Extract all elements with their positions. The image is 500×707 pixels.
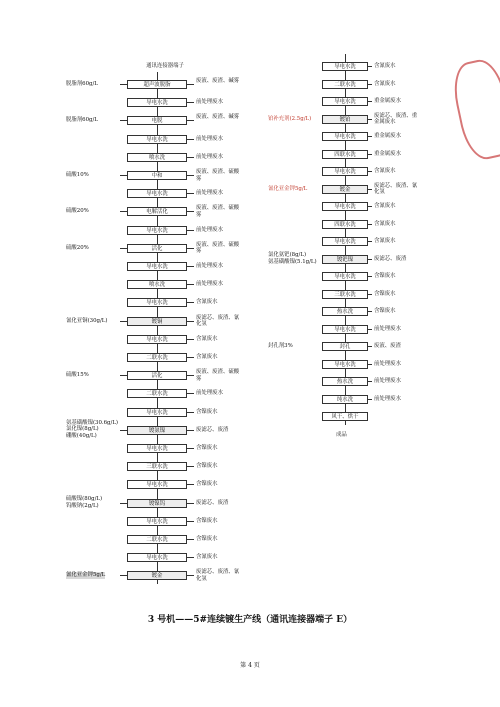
output-arrow: [368, 101, 372, 102]
output-arrow: [368, 224, 372, 225]
input-label: 氰化亚金钾5g/L: [66, 572, 106, 579]
output-arrow: [368, 364, 372, 365]
output-arrow: [187, 157, 194, 158]
process-step: 活化: [127, 244, 187, 253]
process-step: 二联水洗: [322, 80, 368, 89]
process-step: 电解活化: [127, 207, 187, 216]
output-label: 废滤芯、废渣、重金属废水: [374, 112, 418, 125]
seal-stamp: [448, 56, 500, 163]
output-arrow: [368, 276, 372, 277]
output-label: 含镍废水: [374, 290, 396, 297]
process-step: 导电水洗: [127, 553, 187, 562]
output-label: 废滤芯、废渣、氰化氢: [374, 182, 418, 195]
output-arrow: [187, 102, 194, 103]
process-step: 导电水洗: [127, 135, 187, 144]
output-label: 前处理废水: [196, 135, 223, 142]
output-arrow: [187, 430, 194, 431]
input-arrow: [120, 575, 127, 576]
process-step: 二联水洗: [127, 353, 187, 362]
process-step: 导电水洗: [127, 335, 187, 344]
input-label: 硫酸镍(80g/L) 钨酸钠(2g/L): [66, 496, 103, 509]
diagram-caption: 3 号机——5#连续镀生产线（通讯连接器端子 E）: [147, 615, 353, 625]
process-step: 镀金: [322, 185, 368, 194]
input-arrow: [120, 503, 127, 504]
input-label: 硫酸20%: [66, 208, 89, 215]
process-step: 风干、烘干: [322, 412, 368, 421]
output-arrow: [187, 503, 194, 504]
input-label: 铂补充剂(2.5g/L): [268, 115, 312, 122]
output-label: 含氰废水: [196, 335, 218, 342]
input-arrow: [120, 211, 127, 212]
output-label: 含镍废水: [196, 517, 218, 524]
output-arrow: [187, 193, 194, 194]
output-label: 含镍废水: [196, 536, 218, 542]
input-label: 硫酸10%: [66, 172, 89, 178]
output-label: 含氰废水: [374, 203, 396, 209]
process-step: 镀钯镍: [322, 255, 368, 264]
output-arrow: [187, 139, 194, 140]
output-arrow: [187, 521, 194, 522]
output-label: 含氰废水: [374, 168, 396, 174]
process-step: 三联水洗: [127, 462, 187, 471]
output-arrow: [368, 241, 372, 242]
output-label: 废液、废渣、硫酸雾: [196, 369, 240, 382]
process-step: 镀氨镍: [127, 426, 187, 435]
process-step: 导电水洗: [127, 517, 187, 526]
process-step: 二联水洗: [127, 389, 187, 398]
output-label: 含镍废水: [196, 463, 218, 470]
input-label: 封孔剂3%: [268, 343, 293, 349]
process-step: 纯水洗: [322, 395, 368, 404]
output-label: 含氰废水: [374, 220, 396, 227]
output-label: 前处理废水: [374, 360, 401, 367]
process-step: 导电水洗: [127, 189, 187, 198]
output-label: 废液、废渣、碱雾: [196, 114, 240, 121]
output-label: 含镍废水: [374, 308, 396, 314]
output-arrow: [187, 557, 194, 558]
process-step: 喷水洗: [127, 153, 187, 162]
output-label: 前处理废水: [196, 390, 223, 397]
output-arrow: [187, 357, 194, 358]
process-step: 超声波脱脂: [127, 80, 187, 89]
output-label: 废液、废渣、硫酸雾: [196, 169, 240, 182]
process-step: 二联水洗: [127, 535, 187, 544]
output-label: 前处理废水: [196, 263, 223, 269]
header-label: 通讯连接器端子: [127, 62, 203, 71]
output-label: 前处理废水: [374, 325, 401, 332]
output-arrow: [187, 575, 194, 576]
output-label: 前处理废水: [374, 395, 401, 402]
output-arrow: [368, 381, 372, 382]
output-arrow: [187, 211, 194, 212]
output-arrow: [368, 399, 372, 400]
output-arrow: [187, 448, 194, 449]
output-arrow: [368, 294, 372, 295]
output-label: 废滤芯、废渣、氰化氢: [196, 569, 240, 582]
output-arrow: [368, 311, 372, 312]
input-label: 硫酸15%: [66, 372, 89, 379]
process-step: 导电水洗: [127, 226, 187, 235]
input-label: 氰化亚铜(30g/L): [66, 317, 108, 324]
output-arrow: [187, 84, 194, 85]
input-arrow: [120, 430, 127, 431]
page-number: 第 4 页: [240, 662, 260, 669]
process-step: 封孔: [322, 342, 368, 351]
output-label: 废滤芯、废渣、氰化氢: [196, 314, 240, 328]
process-step: 导电水洗: [127, 98, 187, 107]
output-arrow: [187, 284, 194, 285]
output-arrow: [368, 206, 372, 207]
input-label: 硫酸20%: [66, 244, 89, 251]
process-step: 导电水洗: [127, 408, 187, 417]
output-label: 废滤芯、废渣: [374, 255, 407, 262]
process-step: 四联水洗: [322, 150, 368, 159]
output-arrow: [187, 321, 194, 322]
output-arrow: [187, 302, 194, 303]
output-arrow: [368, 329, 372, 330]
process-step: 导电水洗: [322, 272, 368, 281]
output-label: 含镍废水: [196, 408, 218, 415]
output-label: 前处理废水: [374, 378, 401, 384]
output-arrow: [368, 171, 372, 172]
output-arrow: [187, 375, 194, 376]
output-arrow: [368, 119, 372, 120]
output-label: 前处理废水: [196, 190, 223, 197]
output-label: 废液、废渣、硫酸雾: [196, 241, 240, 255]
output-arrow: [187, 539, 194, 540]
output-arrow: [187, 339, 194, 340]
process-step: 镀铜: [127, 317, 187, 326]
output-label: 废液、废渣、碱雾: [196, 78, 240, 84]
process-step: 导电水洗: [127, 298, 187, 307]
output-label: 含氰废水: [196, 299, 218, 306]
process-step: 四联水洗: [322, 220, 368, 229]
input-arrow: [120, 84, 127, 85]
output-label: 废滤芯、废渣: [196, 426, 229, 433]
process-step: 热水洗: [322, 377, 368, 386]
output-arrow: [187, 393, 194, 394]
process-step: 热水洗: [322, 307, 368, 316]
process-step: 导电水洗: [127, 444, 187, 453]
output-label: 前处理废水: [196, 226, 223, 233]
output-arrow: [368, 84, 372, 85]
process-step: 导电水洗: [127, 480, 187, 489]
output-arrow: [368, 259, 372, 260]
output-arrow: [368, 346, 372, 347]
input-label: 脱脂剂60g/L: [66, 117, 98, 124]
output-label: 含镍废水: [374, 273, 396, 279]
output-label: 前处理废水: [196, 99, 223, 106]
output-label: 含氰废水: [196, 354, 218, 360]
input-arrow: [120, 248, 127, 249]
output-arrow: [187, 120, 194, 121]
process-step: 活化: [127, 371, 187, 380]
output-label: 含镍废水: [196, 445, 218, 451]
output-label: 废滤芯、废渣: [196, 499, 229, 506]
output-arrow: [187, 230, 194, 231]
process-step: 镀铂: [322, 115, 368, 124]
output-label: 重金属废水: [374, 133, 401, 139]
input-arrow: [120, 120, 127, 121]
input-label: 氨基磺酸镍(30.6g/L) 氯化镍(8g/L) 硼酸(40g/L): [66, 419, 119, 439]
process-step: 三联水洗: [322, 290, 368, 299]
input-arrow: [120, 321, 127, 322]
process-step: 导电水洗: [322, 97, 368, 106]
process-step: 电脱: [127, 116, 187, 125]
input-label: 脱脂剂60g/L: [66, 81, 98, 87]
output-arrow: [368, 136, 372, 137]
output-arrow: [187, 412, 194, 413]
input-arrow: [120, 175, 127, 176]
product-label: 成品: [336, 432, 347, 438]
input-label: 氰化亚金钾5g/L: [268, 185, 308, 192]
output-arrow: [368, 66, 372, 67]
process-step: 导电水洗: [322, 325, 368, 334]
output-label: 前处理废水: [196, 153, 223, 160]
process-step: 导电水洗: [322, 360, 368, 369]
process-step: 喷水洗: [127, 280, 187, 289]
output-arrow: [187, 248, 194, 249]
input-label: 氯化氨钯(8g/L) 氨基磺酸镍(5.1g/L): [268, 252, 317, 265]
process-step: 镀金: [127, 571, 187, 580]
process-step: 导电水洗: [322, 202, 368, 211]
process-step: 中和: [127, 171, 187, 180]
output-label: 重金属废水: [374, 150, 401, 157]
output-arrow: [187, 466, 194, 467]
output-label: 含氰废水: [374, 238, 396, 244]
process-step: 导电水洗: [322, 237, 368, 246]
process-step: 导电水洗: [322, 62, 368, 71]
output-arrow: [187, 484, 194, 485]
process-step: 导电水洗: [127, 262, 187, 271]
process-step: 导电水洗: [322, 167, 368, 176]
output-arrow: [187, 175, 194, 176]
output-label: 废液、废渣、硫酸雾: [196, 205, 240, 218]
output-label: 含氰废水: [374, 63, 396, 69]
output-label: 含氰废水: [196, 554, 218, 561]
output-arrow: [187, 266, 194, 267]
output-arrow: [368, 154, 372, 155]
output-label: 前处理废水: [196, 281, 223, 288]
output-arrow: [368, 189, 372, 190]
output-label: 含氰废水: [374, 80, 396, 87]
output-label: 废液、废渣: [374, 343, 401, 349]
output-label: 含镍废水: [196, 481, 218, 488]
input-arrow: [120, 375, 127, 376]
process-step: 导电水洗: [322, 132, 368, 141]
output-label: 重金属废水: [374, 98, 401, 104]
process-step: 镀镍钨: [127, 499, 187, 508]
